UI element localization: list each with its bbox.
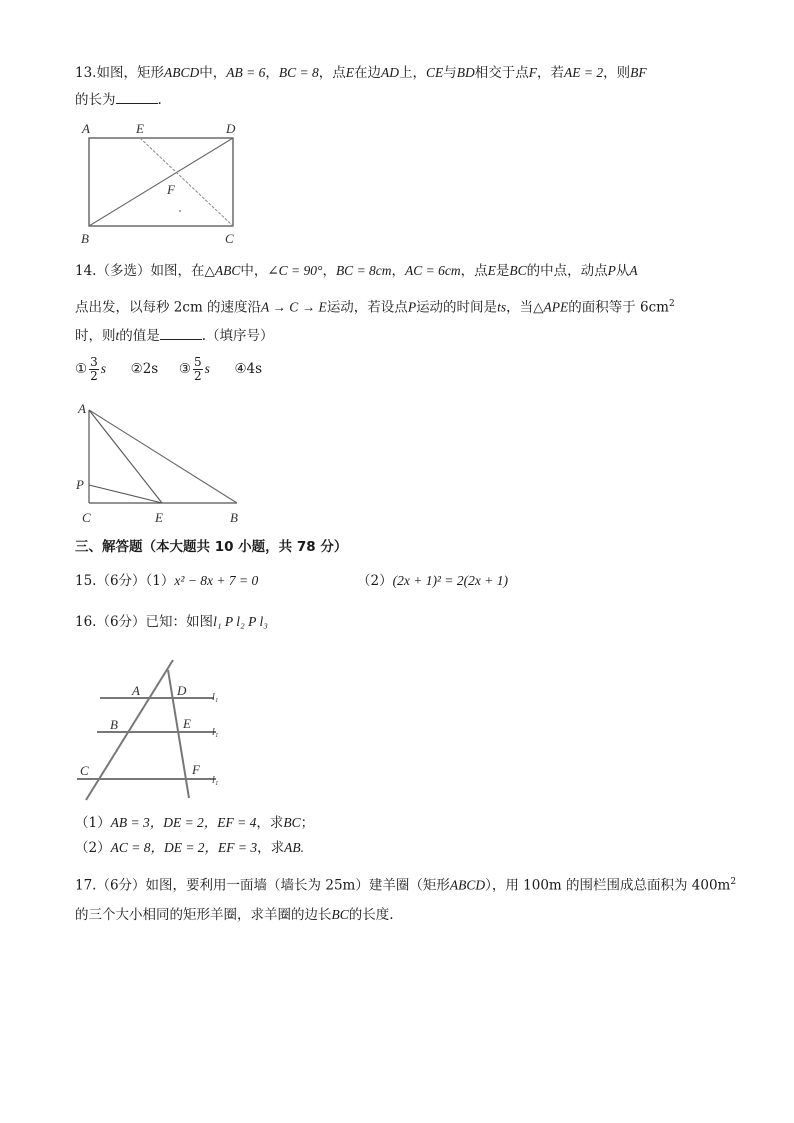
- label-l1: l₁: [212, 692, 219, 703]
- label-d: D: [226, 121, 236, 136]
- option-3: ③ $\frac{5}{2}$ s: [178, 355, 210, 383]
- label-b: B: [110, 717, 118, 732]
- answer-blank: [160, 325, 202, 340]
- label-b: B: [81, 231, 89, 246]
- q14-options: [75, 356, 262, 383]
- q15-part2: （2）(2x + 1)² = 2(2x + 1): [357, 573, 508, 589]
- label-e: E: [155, 510, 163, 525]
- answer-blank: [116, 89, 158, 104]
- label-l3: l₁: [212, 775, 219, 786]
- label-l2: l₁: [212, 727, 219, 738]
- label-f: F: [192, 762, 200, 777]
- label-b: B: [230, 510, 238, 525]
- q14-figure: [72, 400, 252, 534]
- label-e: E: [183, 716, 191, 731]
- q17-line1: 17.（6分）如图，要利用一面墙（墙长为 25m）建羊圈（矩形ABCD），用 100m 的围栏围成总面积为 $400m^2$: [75, 877, 737, 894]
- section-heading: 三、解答题（本大题共 10 小题，共 78 分）: [75, 539, 348, 555]
- label-a: A: [82, 121, 90, 136]
- label-a: A: [78, 401, 86, 416]
- option-2: ②2s: [130, 361, 159, 377]
- label-d: D: [177, 683, 187, 698]
- segment-ae: [89, 410, 162, 503]
- equation-1: x² − 8x + 7 = 0: [174, 573, 259, 588]
- q13-figure: [78, 120, 258, 254]
- q13-line2: 的长为 .: [75, 89, 162, 110]
- diagonal-bd: [89, 138, 233, 226]
- label-c: C: [82, 510, 91, 525]
- q16-line1: 16.（6分）已知：如图l₁ P l₂ P l₃: [75, 614, 268, 630]
- q16-figure: [72, 648, 242, 812]
- option-4: ④4s: [234, 361, 263, 377]
- q14-line2: 点出发，以每秒 2cm 的速度沿A → C → E运动，若设点P运动的时间是ts，当△APE的面积等于 $6cm^2$: [75, 299, 675, 316]
- side-ab: [89, 410, 237, 503]
- option-1: ① $\frac{3}{2}$ s: [75, 355, 107, 383]
- label-e: E: [136, 121, 144, 136]
- label-c: C: [225, 231, 234, 246]
- label-f: F: [167, 182, 175, 197]
- label-a: A: [132, 683, 140, 698]
- segment-pe: [89, 485, 162, 503]
- q14-line3: 时，则t的值是 .（填序号）: [75, 325, 274, 346]
- label-c: C: [80, 763, 89, 778]
- q16-sub1: （1）AB = 3，DE = 2，EF = 4，求BC；: [75, 815, 315, 831]
- q16-sub2: （2）AC = 8，DE = 2，EF = 3，求AB.: [75, 840, 305, 856]
- q13-line1: 13.如图，矩形ABCD中，AB = 6，BC = 8，点E在边AD上，CE与BD相交于点F，若AE = 2，则BF: [75, 65, 647, 81]
- q17-line2: 的三个大小相同的矩形羊圈，求羊圈的边长BC的长度.: [75, 907, 394, 923]
- segment-ce: [140, 138, 233, 226]
- label-p: P: [76, 477, 84, 492]
- q14-line1: 14.（多选）如图，在△ABC中，∠C = 90°，BC = 8cm，AC = 6cm，点E是BC的中点，动点P从A: [75, 263, 638, 279]
- q15-line: 15.（6分）（1）x² − 8x + 7 = 0: [75, 573, 259, 589]
- equation-2: (2x + 1)² = 2(2x + 1): [392, 573, 508, 588]
